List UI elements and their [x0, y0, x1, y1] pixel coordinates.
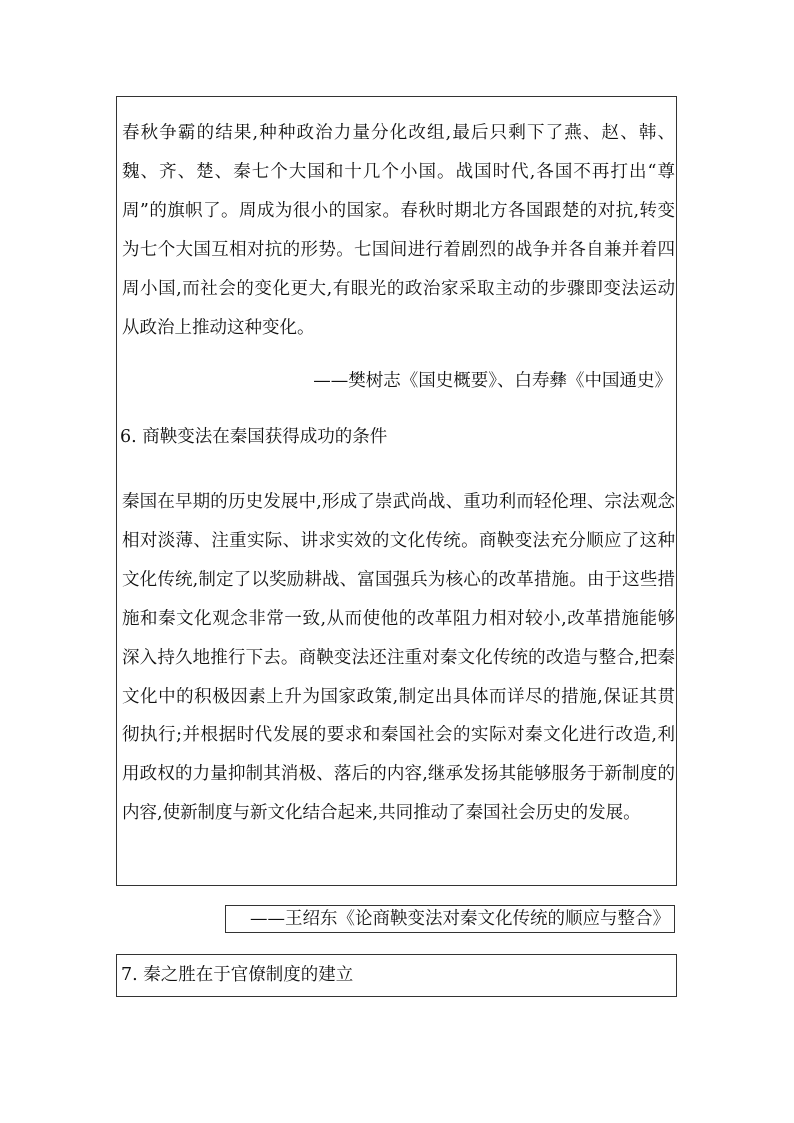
section-6-heading: 6. 商鞅变法在秦国获得成功的条件	[120, 427, 388, 447]
attribution-wang-shaodong: ——王绍东《论商鞅变法对秦文化传统的顺应与整合》	[225, 905, 675, 933]
paragraph-warring-states: 春秋争霸的结果,种种政治力量分化改组,最后只剩下了燕、赵、韩、魏、齐、楚、秦七个大国和十几个小国。战国时代,各国不再打出“尊周”的旗帜了。周成为很小的国家。春秋时期北方各国跟楚的对抗,转变为七个大国互相对抗的形势。七国间进行着剧烈的战争并各自兼并着四周小国,而社会的变化更大,有眼光的政治家采取主动的步骤即变法运动从政治上推动这种变化。	[122, 123, 675, 338]
attribution-fan-bai: ——樊树志《国史概要》、白寿彝《中国通史》	[313, 371, 672, 391]
section-7-heading: 7. 秦之胜在于官僚制度的建立	[116, 954, 677, 997]
paragraph-shang-yang-reform: 秦国在早期的历史发展中,形成了崇武尚战、重功利而轻伦理、宗法观念相对淡薄、注重实际、讲求实效的文化传统。商鞅变法充分顺应了这种文化传统,制定了以奖励耕战、富国强兵为核心的改革措施。由于这些措施和秦文化观念非常一致,从而使他的改革阻力相对较小,改革措施能够深入持久地推行下去。商鞅变法还注重对秦文化传统的改造与整合,把秦文化中的积极因素上升为国家政策,制定出具体而详尽的措施,保证其贯彻执行;并根据时代发展的要求和秦国社会的实际对秦文化进行改造,利用政权的力量抑制其消极、落后的内容,继承发扬其能够服务于新制度的内容,使新制度与新文化结合起来,共同推动了秦国社会历史的发展。	[122, 492, 675, 824]
